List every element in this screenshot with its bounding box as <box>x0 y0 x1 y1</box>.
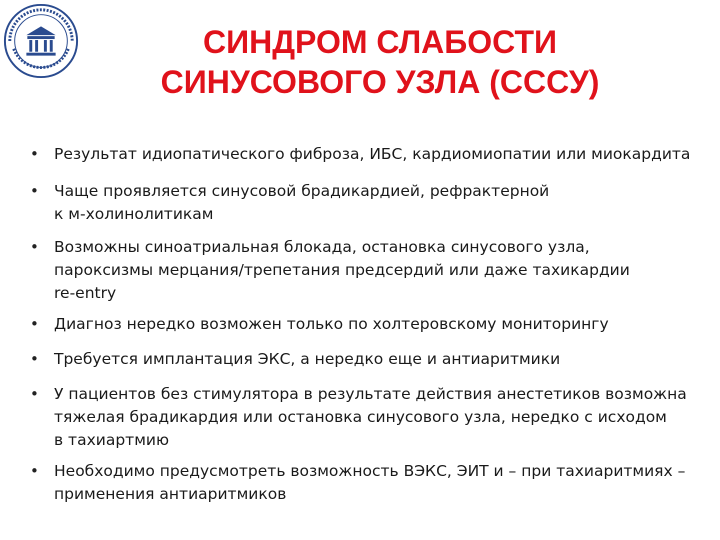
bullet-dot-icon: • <box>30 350 39 368</box>
slide-title <box>100 22 660 102</box>
bullet-dot-icon: • <box>30 385 39 403</box>
bullet-text: У пациентов без стимулятора в результате действия анестетиков возможна тяжелая брадикардия или остановка синусового узла, нередко с исходом в тахиартмию <box>54 385 687 449</box>
bullet-text: Результат идиопатического фиброза, ИБС, кардиомиопатии или миокардита <box>54 145 691 163</box>
bullet-dot-icon: • <box>30 145 39 163</box>
bullet-text: Возможны синоатриальная блокада, остановка синусового узла, пароксизмы мерцания/трепетания предсердий или даже тахикардии re-entry <box>54 238 630 302</box>
bullet-text: Диагноз нередко возможен только по холтеровскому мониторингу <box>54 315 609 333</box>
title-line-1: СИНДРОМ СЛАБОСТИ <box>203 24 557 60</box>
bullet-dot-icon: • <box>30 315 39 333</box>
bullet-dot-icon: • <box>30 462 39 480</box>
bullet-dot-icon: • <box>30 182 39 200</box>
bullet-text: Требуется имплантация ЭКС, а нередко еще и антиаритмики <box>54 350 561 368</box>
bullet-text: Чаще проявляется синусовой брадикардией, рефрактерной к м-холинолитикам <box>54 182 550 223</box>
bullet-dot-icon: • <box>30 238 39 256</box>
title-line-2: СИНУСОВОГО УЗЛА (СССУ) <box>160 64 600 100</box>
bullet-text: Необходимо предусмотреть возможность ВЭКС, ЭИТ и – при тахиаритмиях – применения антиаритмиков <box>54 462 686 503</box>
university-seal-icon <box>2 2 80 80</box>
